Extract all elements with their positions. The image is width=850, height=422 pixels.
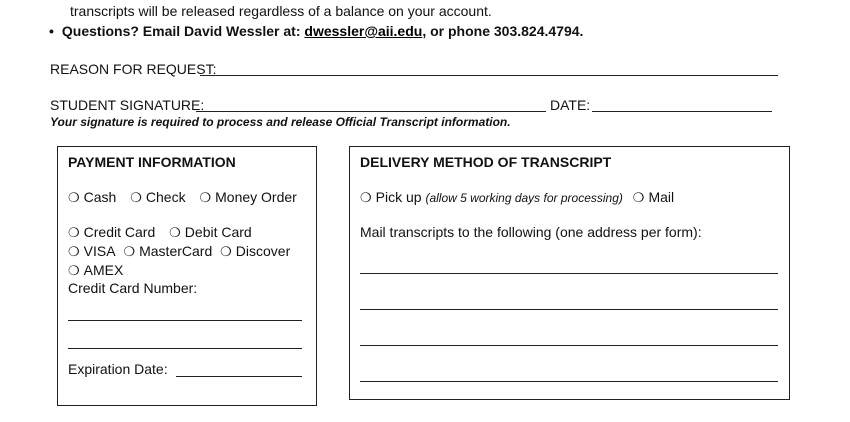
signature-note: Your signature is required to process and release Official Transcript information. bbox=[50, 115, 511, 129]
card-number-label: Credit Card Number: bbox=[68, 280, 198, 296]
radio-circle-icon: ❍ bbox=[123, 244, 136, 259]
radio-circle-icon: ❍ bbox=[68, 225, 80, 240]
radio-circle-icon: ❍ bbox=[68, 190, 80, 205]
bullet: • bbox=[49, 23, 54, 39]
option-debit-card[interactable]: ❍ Debit Card bbox=[169, 224, 252, 240]
card-network-row bbox=[68, 243, 300, 260]
date-field[interactable] bbox=[592, 111, 772, 112]
radio-circle-icon: ❍ bbox=[360, 190, 372, 205]
option-mastercard[interactable]: ❍ MasterCard bbox=[123, 243, 213, 259]
option-mail[interactable]: ❍ Mail bbox=[632, 189, 675, 205]
option-visa[interactable]: ❍ VISA bbox=[68, 243, 116, 259]
radio-circle-icon: ❍ bbox=[632, 190, 645, 205]
date-label: DATE: bbox=[550, 97, 591, 113]
questions-line bbox=[49, 23, 583, 39]
questions-prefix: Questions? Email David Wessler at: bbox=[61, 23, 301, 39]
radio-circle-icon: ❍ bbox=[199, 190, 212, 205]
payment-title: PAYMENT INFORMATION bbox=[68, 154, 236, 170]
payment-box bbox=[57, 146, 317, 406]
payment-methods bbox=[68, 189, 307, 206]
radio-circle-icon: ❍ bbox=[169, 225, 181, 240]
address-line-3[interactable] bbox=[360, 345, 778, 346]
card-type-row bbox=[68, 224, 262, 241]
address-line-1[interactable] bbox=[360, 273, 778, 274]
release-notice: transcripts will be released regardless of a balance on your account. bbox=[70, 3, 492, 19]
mail-instructions: Mail transcripts to the following (one address per form): bbox=[360, 224, 702, 240]
email-link[interactable]: dwessler@aii.edu bbox=[304, 23, 423, 39]
pickup-note: (allow 5 working days for processing) bbox=[425, 191, 623, 205]
option-check[interactable]: ❍ Check bbox=[130, 189, 186, 205]
option-amex[interactable]: ❍ AMEX bbox=[68, 262, 124, 278]
expiration-field[interactable] bbox=[176, 376, 302, 377]
radio-circle-icon: ❍ bbox=[68, 244, 80, 259]
phone-number: 303.824.4794 bbox=[493, 23, 580, 39]
option-pickup[interactable]: ❍ Pick up (allow 5 working days for processing) bbox=[360, 189, 623, 205]
questions-end: . bbox=[579, 23, 584, 39]
radio-circle-icon: ❍ bbox=[130, 190, 142, 205]
reason-label: REASON FOR REQUEST: bbox=[50, 61, 217, 77]
delivery-title: DELIVERY METHOD OF TRANSCRIPT bbox=[360, 154, 612, 170]
reason-field[interactable] bbox=[200, 75, 778, 76]
radio-circle-icon: ❍ bbox=[220, 244, 232, 259]
card-number-field-1[interactable] bbox=[68, 320, 302, 321]
signature-field[interactable] bbox=[196, 111, 546, 112]
expiration-label: Expiration Date: bbox=[68, 361, 168, 377]
card-number-field-2[interactable] bbox=[68, 348, 302, 349]
address-line-4[interactable] bbox=[360, 381, 778, 382]
option-cash[interactable]: ❍ Cash bbox=[68, 189, 117, 205]
radio-circle-icon: ❍ bbox=[68, 263, 80, 278]
signature-label: STUDENT SIGNATURE: bbox=[50, 97, 205, 113]
option-discover[interactable]: ❍ Discover bbox=[220, 243, 291, 259]
questions-middle: , or phone bbox=[422, 23, 490, 39]
delivery-box bbox=[349, 146, 790, 400]
delivery-options bbox=[360, 189, 684, 206]
address-line-2[interactable] bbox=[360, 309, 778, 310]
option-money-order[interactable]: ❍ Money Order bbox=[199, 189, 297, 205]
option-credit-card[interactable]: ❍ Credit Card bbox=[68, 224, 156, 240]
